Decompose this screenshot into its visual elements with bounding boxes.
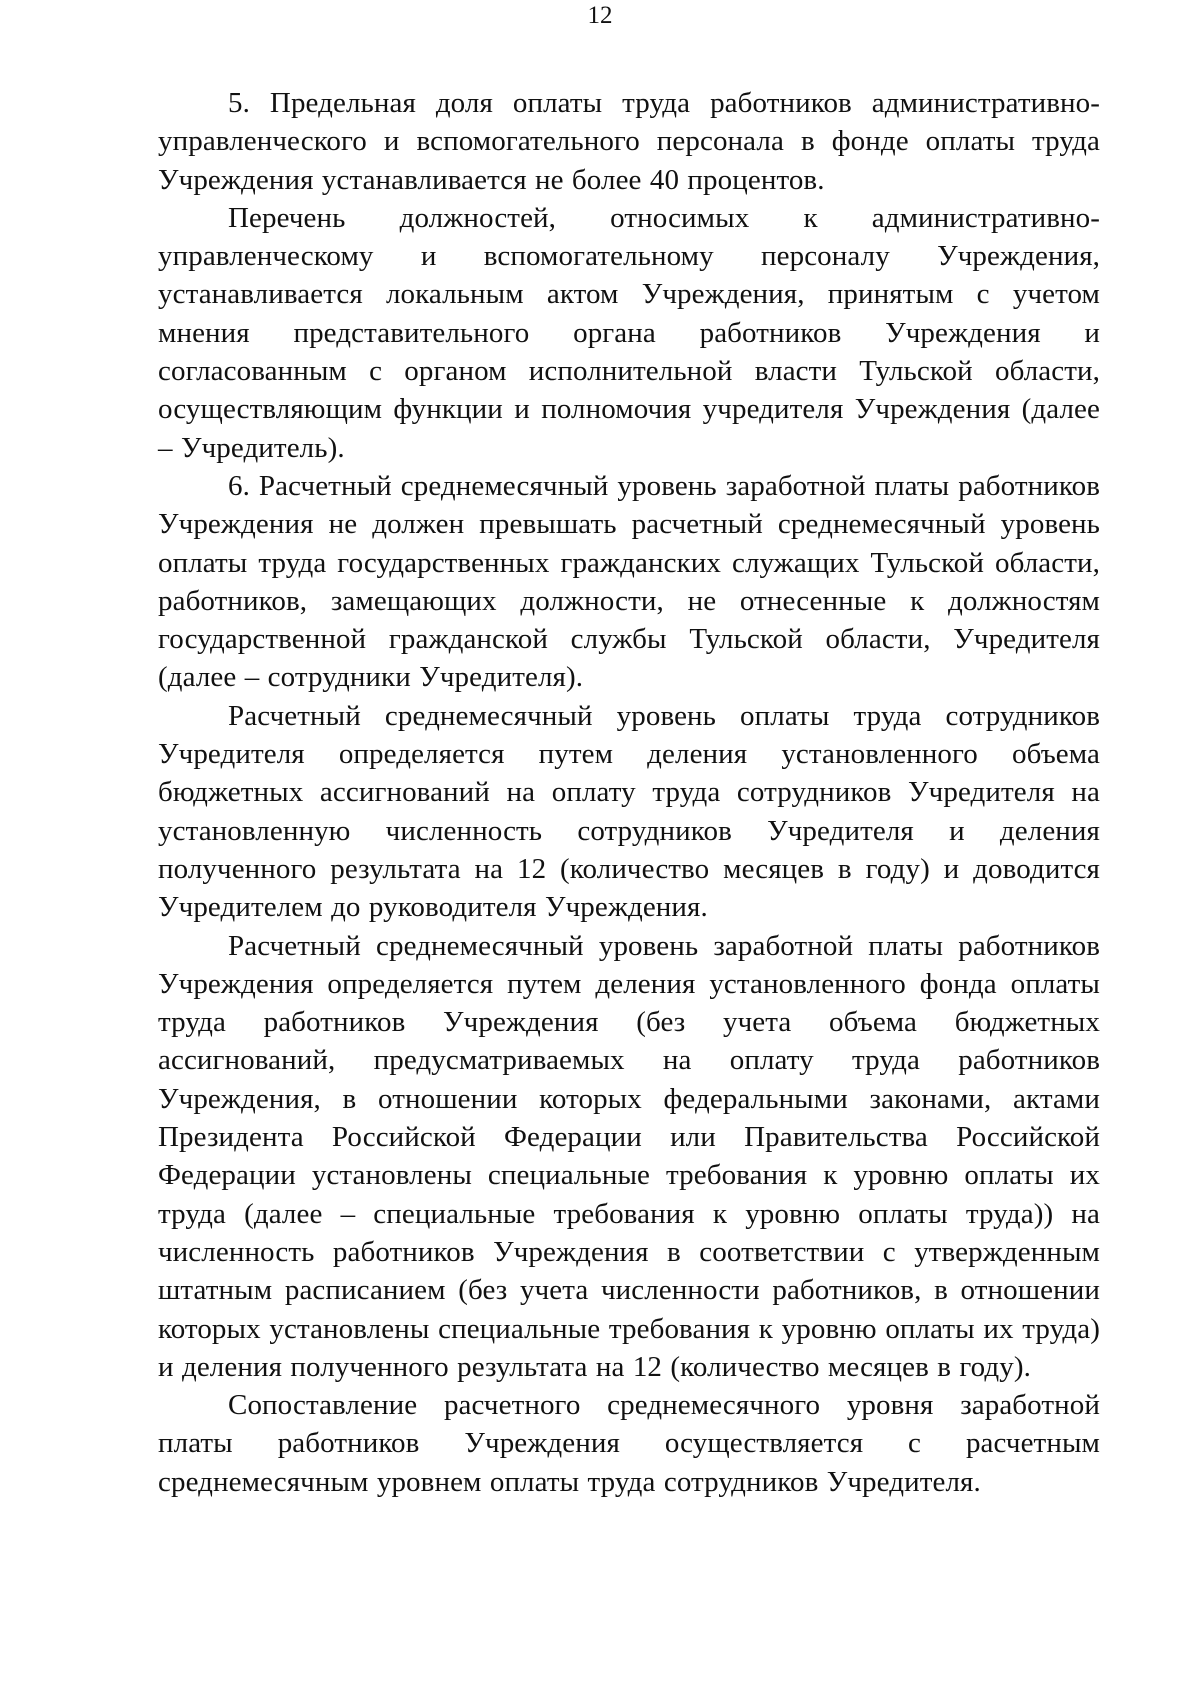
paragraph-5-admin-share: 5. Предельная доля оплаты труда работников административно-управленческого и вспомогательного персонала в фонде оплаты труда Учреждения устанавливается не более 40 процентов. [158, 87, 1100, 196]
page-number: 12 [587, 2, 613, 29]
paragraph-6-salary-limit: 6. Расчетный среднемесячный уровень заработной платы работников Учреждения не должен превышать расчетный среднемесячный уровень оплаты труда государственных гражданских служащих Тульской области, работников, замещающих должности, не отнесенные к должностям государственной гражданской службы Тульской области, Учредителя (далее – сотрудники Учредителя). [158, 469, 1100, 694]
paragraph-comparison: Сопоставление расчетного среднемесячного уровня заработной платы работников Учреждения осуществляется с расчетным среднемесячным уровнем оплаты труда сотрудников Учредителя. [158, 1389, 1100, 1498]
paragraph-positions-list: Перечень должностей, относимых к административно-управленческому и вспомогательному персоналу Учреждения, устанавливается локальным актом Учреждения, принятым с учетом мнения представительного органа работников Учреждения и согласованным с органом исполнительной власти Тульской области, осуществляющим функции и полномочия учредителя Учреждения (далее – Учредитель). [158, 201, 1100, 464]
paragraph-founder-staff-salary: Расчетный среднемесячный уровень оплаты труда сотрудников Учредителя определяется путем деления установленного объема бюджетных ассигнований на оплату труда сотрудников Учредителя на установленную численность сотрудников Учредителя и деления полученного результата на 12 (количество месяцев в году) и доводится Учредителем до руководителя Учреждения. [158, 699, 1100, 924]
document-body [158, 84, 1100, 1501]
paragraph-institution-salary-calculation: Расчетный среднемесячный уровень заработной платы работников Учреждения определяется путем деления установленного фонда оплаты труда работников Учреждения (без учета объема бюджетных ассигнований, предусматриваемых на оплату труда работников Учреждения, в отношении которых федеральными законами, актами Президента Российской Федерации или Правительства Российской Федерации установлены специальные требования к уровню оплаты их труда (далее – специальные требования к уровню оплаты труда)) на численность работников Учреждения в соответствии с утвержденным штатным расписанием (без учета численности работников, в отношении которых установлены специальные требования к уровню оплаты их труда) и деления полученного результата на 12 (количество месяцев в году). [158, 929, 1100, 1383]
